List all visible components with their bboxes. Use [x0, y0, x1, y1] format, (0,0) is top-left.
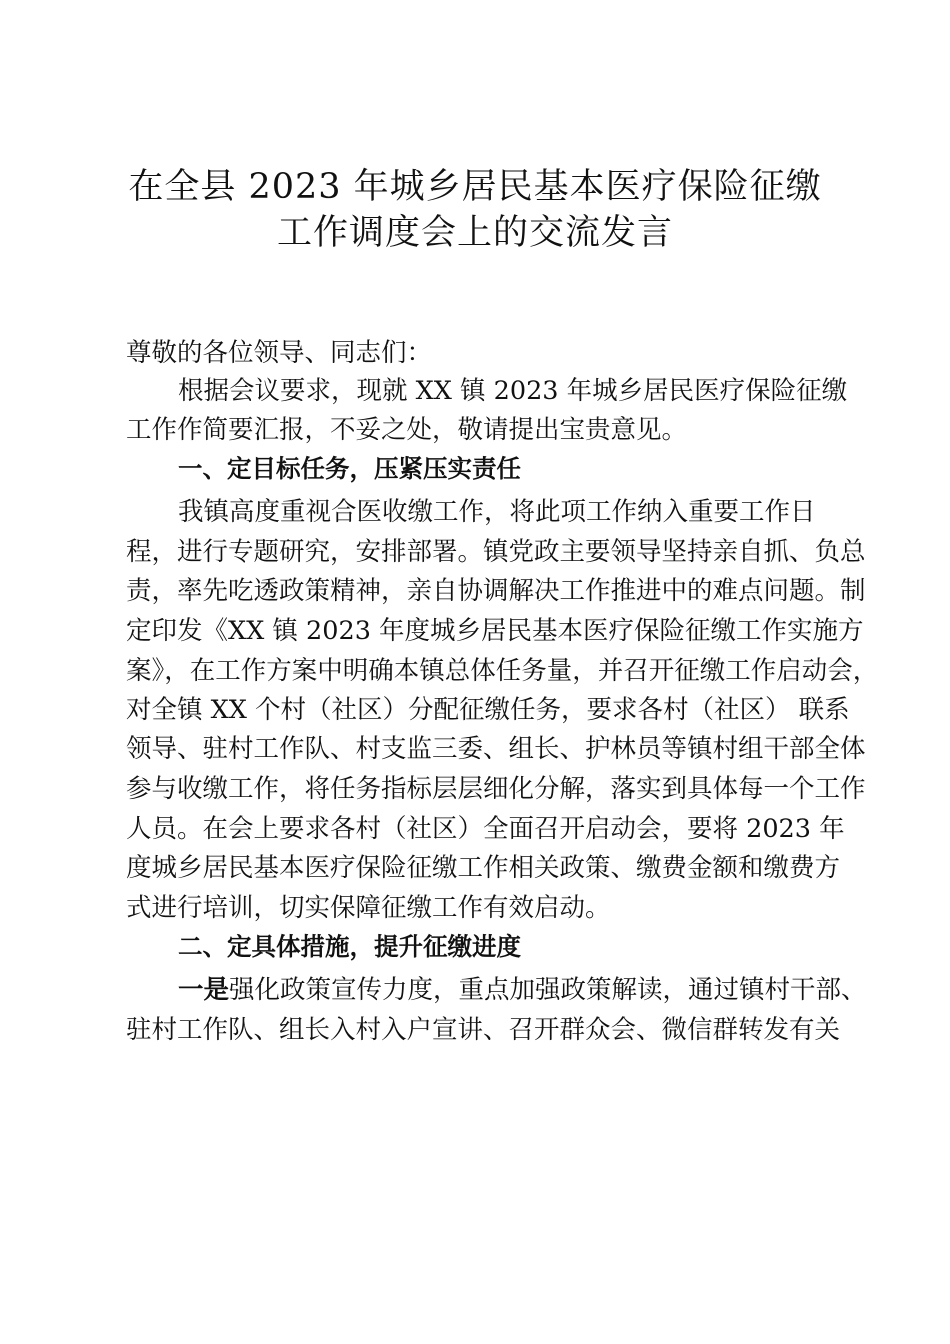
section-2-line-2: 驻村工作队、组长入村入户宣讲、召开群众会、微信群转发有关 — [126, 1015, 841, 1045]
section-1-line-9: 人员。在会上要求各村（社区）全面召开启动会，要将 2023 年 — [126, 814, 845, 844]
section-2-heading: 二、定具体措施，提升征缴进度 — [178, 932, 521, 961]
section-1-line-7: 领导、驻村工作队、村支监三委、组长、护林员等镇村组干部全体 — [126, 734, 866, 764]
intro-line-2: 工作作简要汇报，不妥之处，敬请提出宝贵意见。 — [126, 415, 688, 445]
section-1-line-1: 我镇高度重视合医收缴工作，将此项工作纳入重要工作日 — [178, 497, 816, 527]
document-title-line-1: 在全县 2023 年城乡居民基本医疗保险征缴 — [128, 167, 822, 207]
document-title-line-2: 工作调度会上的交流发言 — [276, 213, 673, 253]
salutation: 尊敬的各位领导、同志们： — [126, 338, 433, 368]
section-1-line-3: 责，率先吃透政策精神，亲自协调解决工作推进中的难点问题。制 — [126, 576, 866, 606]
section-1-line-2: 程，进行专题研究，安排部署。镇党政主要领导坚持亲自抓、负总 — [126, 537, 866, 567]
section-2-line-1-text: 强化政策宣传力度，重点加强政策解读，通过镇村干部、 — [229, 975, 867, 1005]
section-1-line-8: 参与收缴工作，将任务指标层层细化分解，落实到具体每一个工作 — [126, 774, 866, 804]
section-2-line-1 — [178, 974, 867, 1006]
section-1-line-6: 对全镇 XX 个村（社区）分配征缴任务，要求各村（社区） 联系 — [126, 695, 850, 725]
section-1-line-5: 案》，在工作方案中明确本镇总体任务量，并召开征缴工作启动会， — [126, 656, 879, 686]
section-1-line-4: 定印发《XX 镇 2023 年度城乡居民基本医疗保险征缴工作实施方 — [126, 616, 864, 646]
section-2-lead: 一是 — [178, 975, 230, 1005]
section-1-heading: 一、定目标任务，压紧压实责任 — [178, 454, 521, 483]
intro-line-1: 根据会议要求，现就 XX 镇 2023 年城乡居民医疗保险征缴 — [178, 376, 848, 406]
section-1-line-10: 度城乡居民基本医疗保险征缴工作相关政策、缴费金额和缴费方 — [126, 853, 841, 883]
section-1-line-11: 式进行培训，切实保障征缴工作有效启动。 — [126, 893, 611, 923]
